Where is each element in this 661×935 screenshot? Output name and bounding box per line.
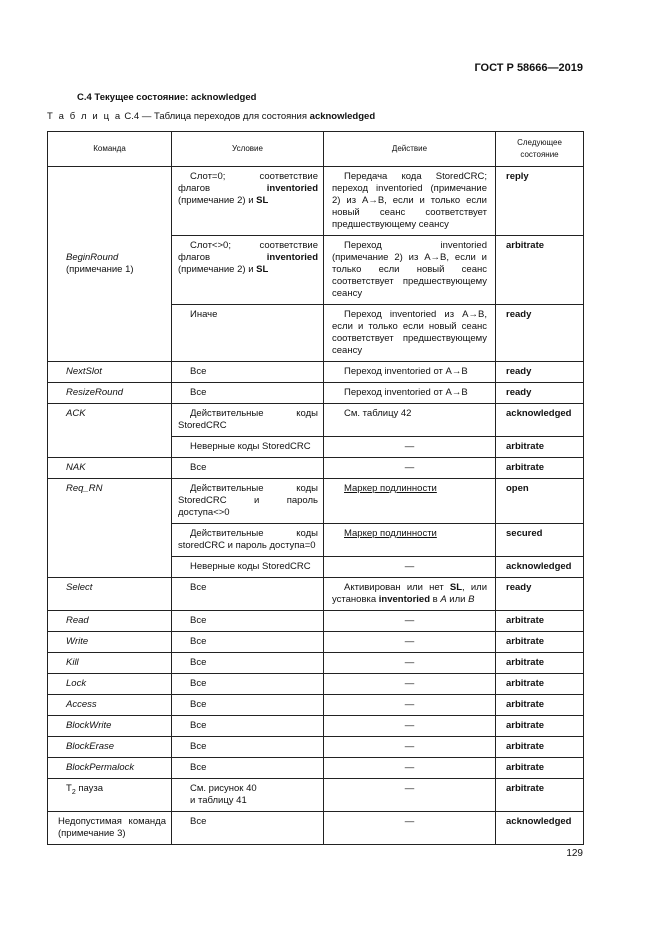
table-row [48,404,584,437]
table-row [48,812,584,845]
act-cell: — [324,653,496,674]
cmd-cell: BlockWrite [48,716,172,737]
table-row [48,779,584,812]
act-cell: — [324,458,496,479]
header-command: Команда [48,132,172,167]
cond-cell: Действительные коды storedCRC и пароль доступа=0 [172,524,324,557]
page-number: 129 [566,848,583,859]
next-cell: arbitrate [496,758,584,779]
table-row [48,362,584,383]
section-title: С.4 Текущее состояние: acknowledged [77,92,257,103]
next-cell: acknowledged [496,812,584,845]
table-row [48,383,584,404]
act-cell: — [324,758,496,779]
cond-cell: Все [172,716,324,737]
next-cell: open [496,479,584,524]
next-cell: arbitrate [496,236,584,305]
act-cell: Передача кода StoredCRC; переход inventoried (примечание 2) из A→B, если и только если новый сеанс соответствует предшествующему сеансу [324,167,496,236]
next-cell: arbitrate [496,653,584,674]
cond-cell: Иначе [172,305,324,362]
cmd-cell: ACK [48,404,172,458]
next-cell: arbitrate [496,737,584,758]
cond-cell: Все [172,362,324,383]
cmd-cell: Write [48,632,172,653]
cmd-cell: BlockPermalock [48,758,172,779]
table-row [48,674,584,695]
next-cell: arbitrate [496,779,584,812]
table-header-row [48,132,584,167]
cmd-note: (примечание 1) [66,264,134,275]
cond-cell: См. рисунок 40 и таблицу 41 [172,779,324,812]
cmd-cell: Read [48,611,172,632]
cond-cell: Все [172,653,324,674]
act-cell: См. таблицу 42 [324,404,496,437]
cmd-cell: Lock [48,674,172,695]
table-row [48,167,584,236]
cmd-cell: Req_RN [48,479,172,578]
cond-cell: Все [172,695,324,716]
act-cell: — [324,716,496,737]
cond-cell: Все [172,458,324,479]
cmd-cell: ResizeRound [48,383,172,404]
cond-cell: Все [172,812,324,845]
cond-cell: Слот=0; соответствие флагов inventoried (примечание 2) и SL [172,167,324,236]
act-cell: — [324,611,496,632]
act-cell: — [324,632,496,653]
cond-cell: Слот<>0; соответствие флагов inventoried (примечание 2) и SL [172,236,324,305]
act-cell: Переход inventoried из A→B, если и только если новый сеанс соответствует предшествующему сеансу [324,305,496,362]
table-row [48,758,584,779]
act-cell: — [324,779,496,812]
cond-cell: Неверные коды StoredCRC [172,437,324,458]
act-cell: — [324,674,496,695]
next-cell: arbitrate [496,458,584,479]
header-action: Действие [324,132,496,167]
act-cell: Переход inventoried от A→B [324,383,496,404]
table-caption [47,111,375,122]
next-cell: ready [496,383,584,404]
caption-text: — Таблица переходов для состояния [141,111,310,122]
cond-cell: Все [172,611,324,632]
act-cell: Маркер подлинности [324,524,496,557]
table-row [48,653,584,674]
cmd-cell: Kill [48,653,172,674]
next-cell: ready [496,305,584,362]
next-cell: arbitrate [496,632,584,653]
next-cell: reply [496,167,584,236]
cond-cell: Все [172,737,324,758]
next-cell: acknowledged [496,557,584,578]
cond-cell: Все [172,674,324,695]
act-cell: Переход inventoried от A→B [324,362,496,383]
table-row [48,737,584,758]
table-row [48,632,584,653]
table-row [48,716,584,737]
transition-table [47,131,584,845]
cmd-cell: $T_2$ пауза [48,779,172,812]
header-condition: Условие [172,132,324,167]
table-row [48,611,584,632]
caption-state: acknowledged [309,111,376,122]
act-cell: — [324,557,496,578]
act-cell: — [324,437,496,458]
cond-cell: Все [172,758,324,779]
act-cell: — [324,695,496,716]
next-cell: acknowledged [496,404,584,437]
cmd-cell: NAK [48,458,172,479]
next-cell: ready [496,362,584,383]
next-cell: arbitrate [496,437,584,458]
next-cell: arbitrate [496,716,584,737]
cond-cell: Неверные коды StoredCRC [172,557,324,578]
next-cell: secured [496,524,584,557]
table-row [48,458,584,479]
table-row [48,578,584,611]
document-code: ГОСТ Р 58666—2019 [474,62,583,74]
table-row [48,479,584,524]
cmd-cell: BlockErase [48,737,172,758]
cmd-cell: Недопустимая команда (примечание 3) [48,812,172,845]
cmd-cell: Select [48,578,172,611]
cond-cell: Все [172,578,324,611]
next-cell: ready [496,578,584,611]
cmd-cell: Access [48,695,172,716]
next-cell: arbitrate [496,611,584,632]
act-cell: — [324,812,496,845]
act-cell: Активирован или нет SL, или установка inventoried в A или B [324,578,496,611]
cond-cell: Все [172,632,324,653]
caption-number: С.4 [124,111,140,122]
next-cell: arbitrate [496,674,584,695]
cond-cell: Действительные коды StoredCRC [172,404,324,437]
header-next-state: Следующее состояние [496,132,584,167]
table-row [48,695,584,716]
cond-cell: Действительные коды StoredCRC и пароль доступа<>0 [172,479,324,524]
next-cell: arbitrate [496,695,584,716]
caption-prefix: Т а б л и ц а [47,111,122,122]
cond-cell: Все [172,383,324,404]
act-cell: Переход inventoried (примечание 2) из A→B, если и только если новый сеанс соответствует предшествующему сеансу [324,236,496,305]
act-cell: — [324,737,496,758]
act-cell: Маркер подлинности [324,479,496,524]
cmd-cell [48,167,172,362]
cmd-name: BeginRound [66,252,119,263]
cmd-cell: NextSlot [48,362,172,383]
